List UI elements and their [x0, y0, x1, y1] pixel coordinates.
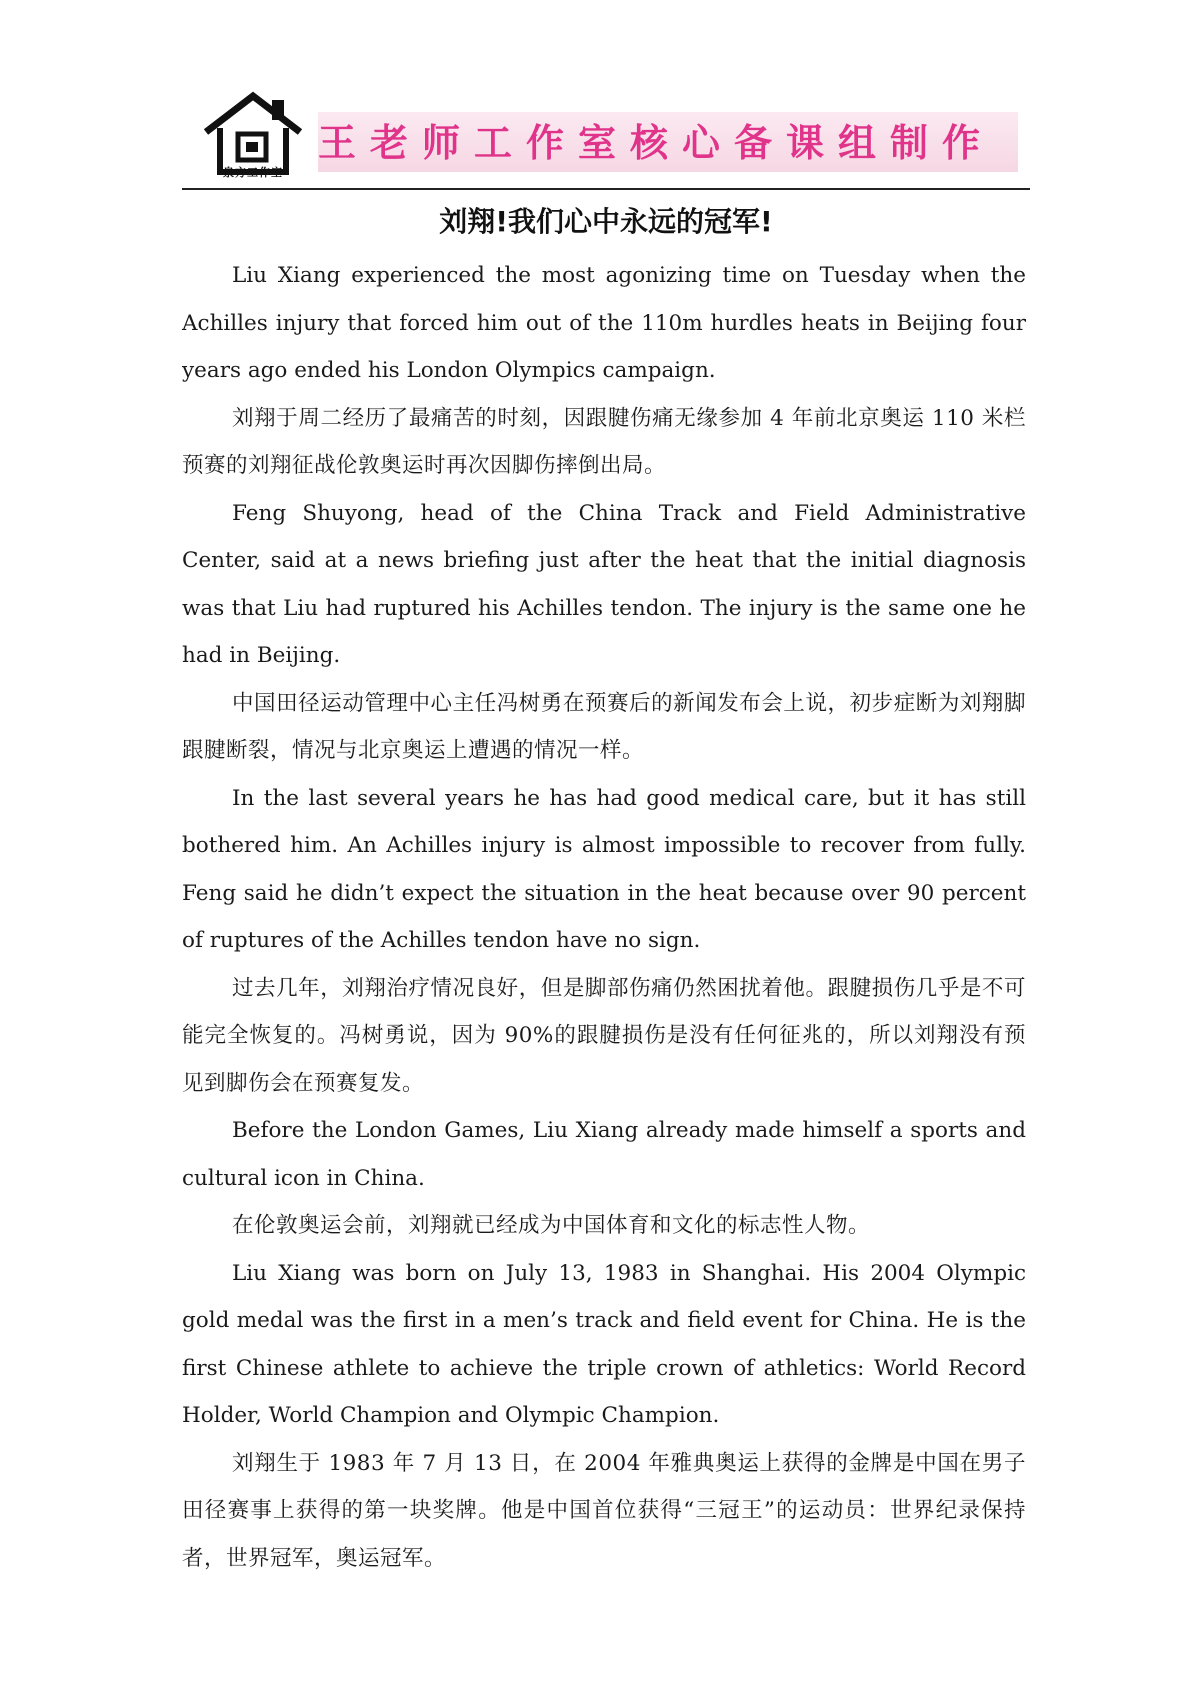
paragraph-zh-2: 中国田径运动管理中心主任冯树勇在预赛后的新闻发布会上说，初步症断为刘翔脚跟腱断裂，情况与北京奥运上遭遇的情况一样。 — [182, 690, 1026, 763]
paragraph-zh-3: 过去几年，刘翔治疗情况良好，但是脚部伤痛仍然困扰着他。跟腱损伤几乎是不可能完全恢复的。冯树勇说，因为 90%的跟腱损伤是没有任何征兆的，所以刘翔没有预见到脚伤会在预赛复发。 — [182, 975, 1026, 1096]
paragraph-zh-5: 刘翔生于 1983 年 7 月 13 日，在 2004 年雅典奥运上获得的金牌是中国在男子田径赛事上获得的第一块奖牌。他是中国首位获得“三冠王”的运动员：世界纪录保持者，世界冠军，奥运冠军。 — [182, 1450, 1026, 1571]
paragraph-en-5: Liu Xiang was born on July 13, 1983 in Shanghai. His 2004 Olympic gold medal was the first in a men’s track and field event for China. He is the first Chinese athlete to achieve the triple crown of athletics: World Record Holder, World Champion and Olympic Champion. — [182, 1260, 1026, 1428]
paragraph-en-1: Liu Xiang experienced the most agonizing time on Tuesday when the Achilles injury that forced him out of the 110m hurdles heats in Beijing four years ago ended his London Olympics campaign. — [182, 263, 1026, 383]
header-divider — [182, 188, 1030, 190]
paragraph-en-2: Feng Shuyong, head of the China Track and Field Administrative Center, said at a news briefing just after the heat that the initial diagnosis was that Liu had ruptured his Achilles tendon. The injury is the same one he had in Beijing. — [182, 500, 1026, 668]
paragraph-zh-1: 刘翔于周二经历了最痛苦的时刻，因跟腱伤痛无缘参加 4 年前北京奥运 110 米栏预赛的刘翔征战伦敦奥运时再次因脚伤摔倒出局。 — [182, 405, 1026, 478]
logo-caption: 泉方工作室 — [223, 166, 283, 179]
paragraph-en-4: Before the London Games, Liu Xiang already made himself a sports and cultural icon in China. — [182, 1118, 1026, 1191]
document-title: 刘翔!我们心中永远的冠军! — [439, 205, 773, 238]
article-body — [182, 252, 1026, 1582]
banner-title: 王老师工作室核心备课组制作 — [318, 121, 995, 165]
paragraph-zh-4: 在伦敦奥运会前，刘翔就已经成为中国体育和文化的标志性人物。 — [232, 1213, 871, 1238]
paragraph-en-3: In the last several years he has had good medical care, but it has still bothered him. An Achilles injury is almost impossible to recover from fully. Feng said he didn’t expect the situation in the heat because over 90 percent of ruptures of the Achilles tendon have no sign. — [182, 785, 1026, 953]
